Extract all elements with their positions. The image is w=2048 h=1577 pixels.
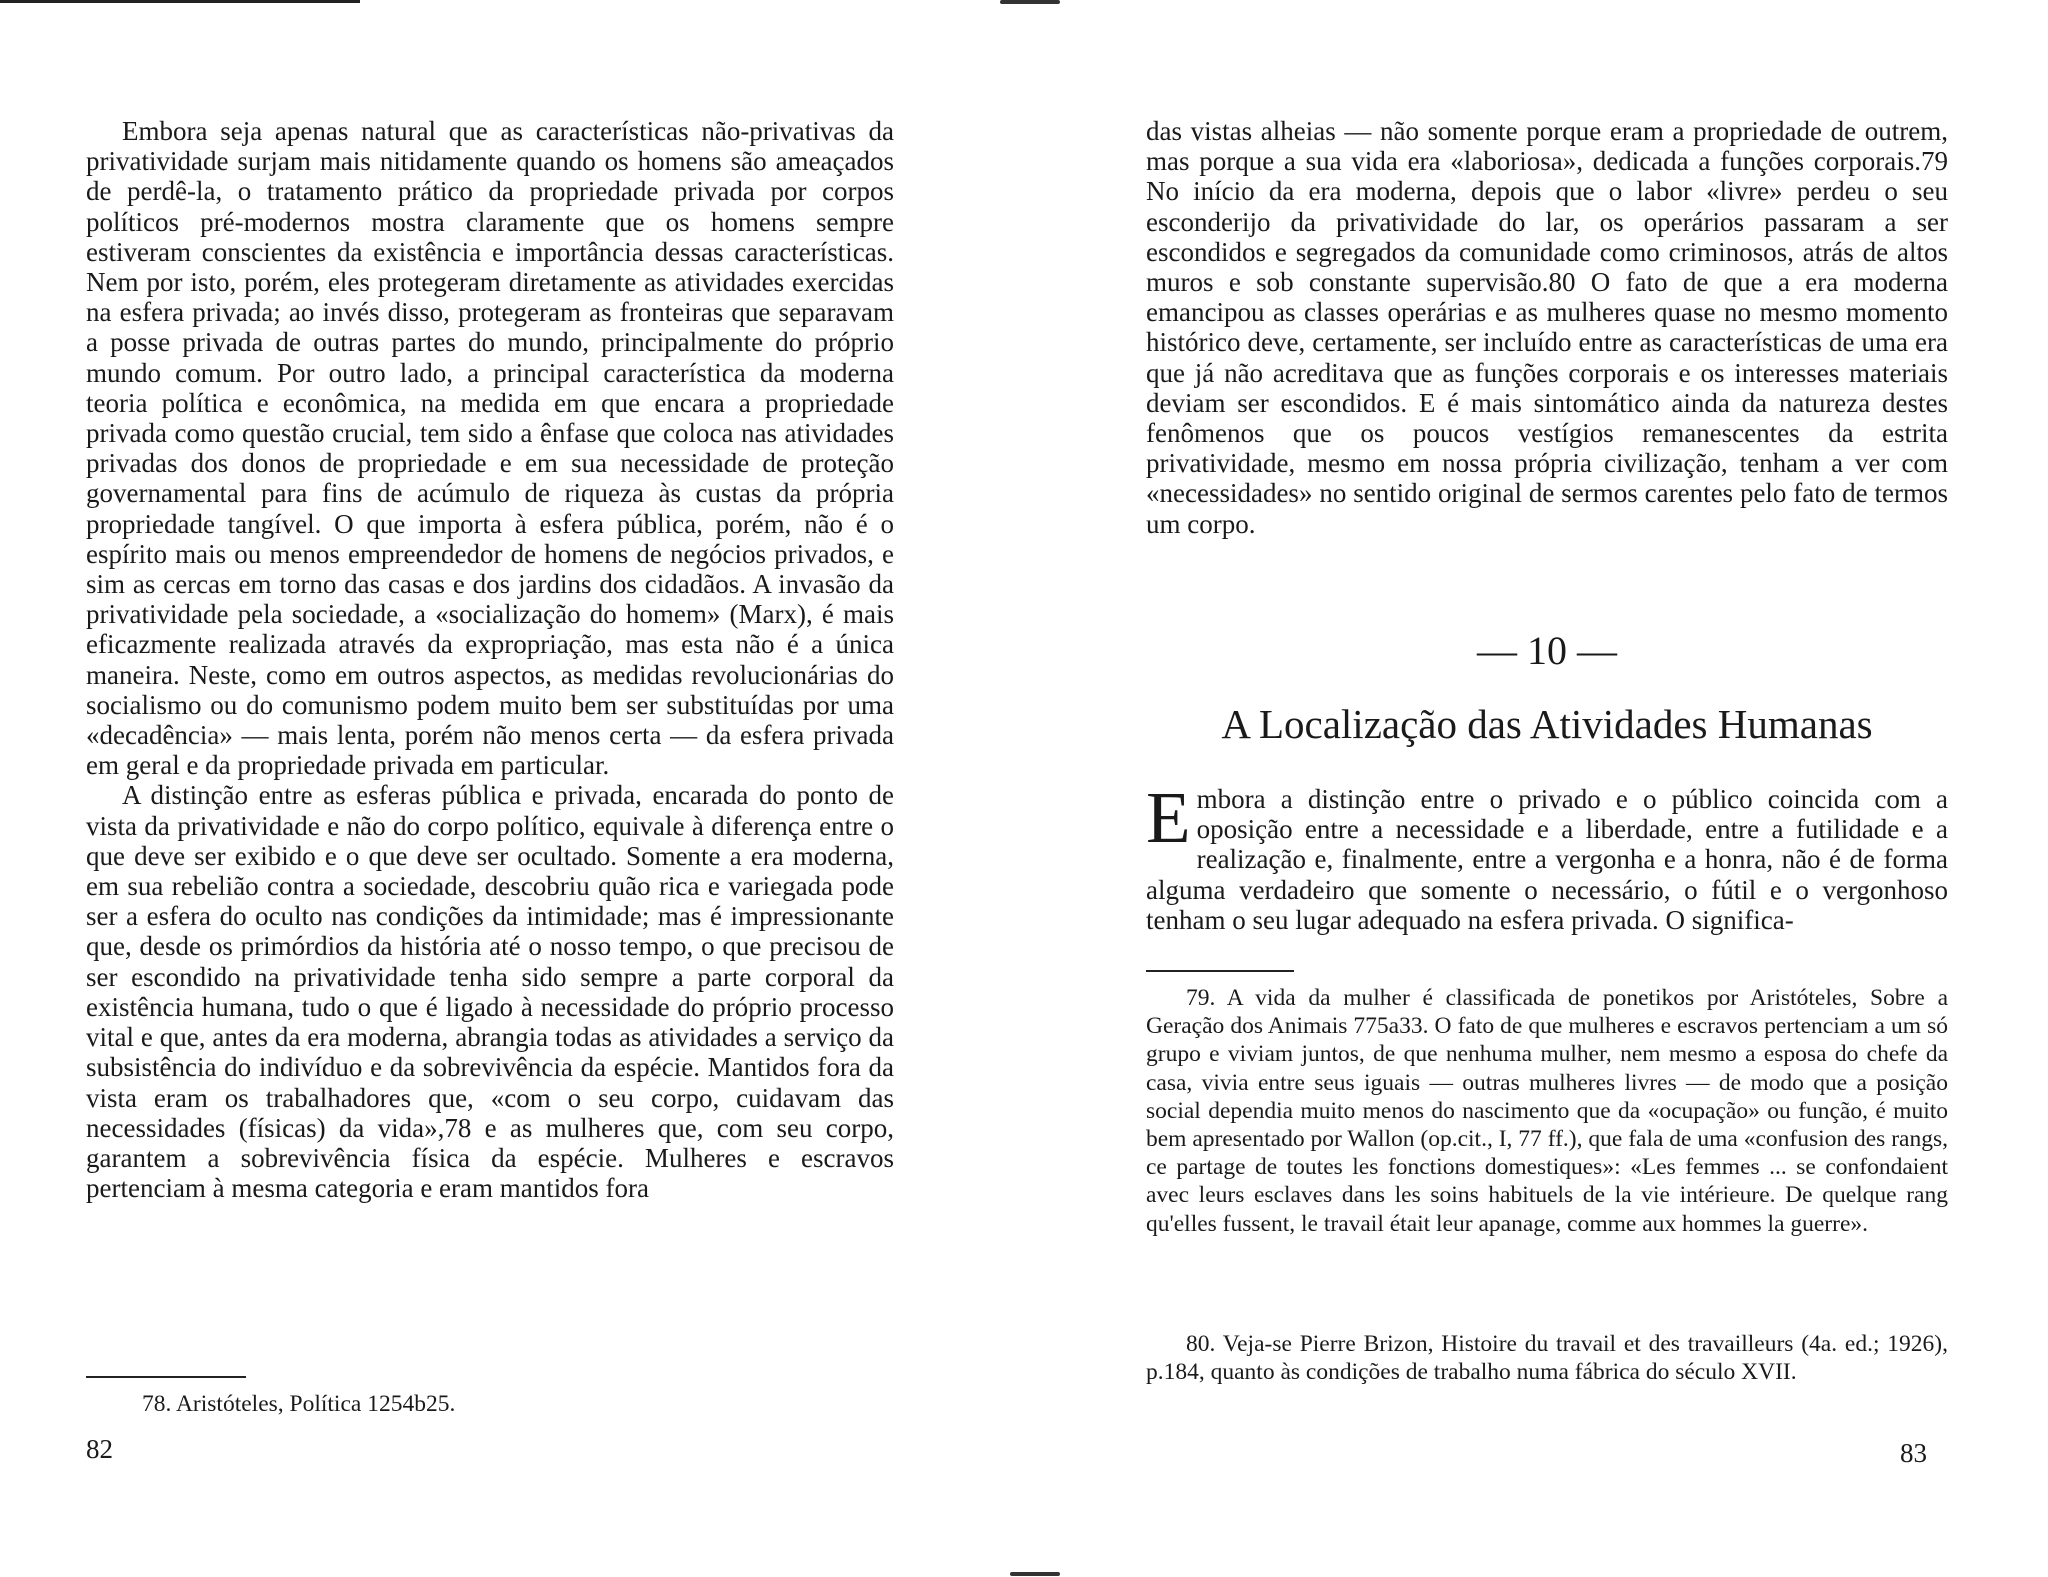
chapter-title: A Localização das Atividades Humanas [1221, 701, 1873, 747]
chapter-number: — 10 — [1477, 628, 1617, 673]
body-paragraph: A distinção entre as esferas pública e privada, encarada do ponto de vista da privatividade e não do corpo político, equivale à diferença entre o que deve ser exibido e o que deve ser ocultado. Somente a era moderna, em sua rebelião contra a sociedade, descobriu quão rica e variegada pode ser a esfera do oculto nas condições da intimidade; mas é impressionante que, desde os primórdios da história até o nosso tempo, o que precisou de ser escondido na privatividade tenha sido sempre a parte corporal da existência humana, tudo o que é ligado à necessidade do próprio processo vital e que, antes da era moderna, abrangia todas as atividades a serviço da subsistência do indivíduo e da sobrevivência da espécie. Mantidos fora da vista eram os trabalhadores que, «com o seu corpo, cuidavam das necessidades (físicas) da vida»,78 e as mulheres que, com seu corpo, garantem a sobrevivência física da espécie. Mulheres e escravos pertenciam à mesma categoria e eram mantidos fora [86, 780, 894, 1204]
section-text: mbora a distinção entre o privado e o público coincida com a oposição entre a necessidade e a liberdade, entre a futilidade e a realização e, finalmente, entre a vergonha e a honra, não é de forma alguma verdadeiro que somente o necessário, o fútil e o vergonhoso tenham o seu lugar adequado na esfera privada. O significa- [1146, 784, 1948, 935]
section-opening-paragraph [1146, 777, 1948, 935]
footnote-78: 78. Aristóteles, Política 1254b25. [142, 1391, 456, 1417]
binding-mark-bottom [1010, 1572, 1060, 1576]
right-page-body [1146, 116, 1948, 539]
body-paragraph: das vistas alheias — não somente porque eram a propriedade de outrem, mas porque a sua vida era «laboriosa», dedicada a funções corporais.79 No início da era moderna, depois que o labor «livre» perdeu o seu esconderijo da privatividade do lar, os operários passaram a ser escondidos e segregados da comunidade como criminosos, atrás de altos muros e sob constante supervisão.80 O fato de que a era moderna emancipou as classes operárias e as mulheres quase no mesmo momento histórico deve, certamente, ser incluído entre as características de uma era que já não acreditava que as funções corporais e os interesses materiais deviam ser escondidos. E é mais sintomático ainda da natureza destes fenômenos que os poucos vestígios remanescentes da estrita privatividade, mesmo em nossa própria civilização, tenham a ver com «necessidades» no sentido original de sermos carentes pelo fato de termos um corpo. [1146, 116, 1948, 539]
footnote-79: 79. A vida da mulher é classificada de ponetikos por Aristóteles, Sobre a Geração dos Animais 775a33. O fato de que mulheres e escravos pertenciam a um só grupo e viviam juntos, de que nenhuma mulher, nem mesmo a esposa do chefe da casa, vivia entre seus iguais — outras mulheres livres — de modo que a posição social dependia muito menos do nascimento que da «ocupação» ou função, é muito bem apresentado por Wallon (op.cit., I, 77 ff.), que fala de uma «confusion des rangs, ce partage de toutes les fonctions domestiques»: «Les femmes ... se confondaient avec leurs esclaves dans les soins habituels de la vie intérieure. De quelque rang qu'elles fussent, le travail était leur apanage, comme aux hommes la guerre». [1146, 985, 1948, 1237]
footnote-rule [86, 1376, 246, 1378]
drop-cap: E [1146, 777, 1191, 858]
page-number-left: 82 [86, 1434, 113, 1464]
footnote-rule [1146, 970, 1294, 972]
top-rule [0, 0, 360, 3]
body-paragraph: Embora seja apenas natural que as características não-privativas da privatividade surjam mais nitidamente quando os homens são ameaçados de perdê-la, o tratamento prático da propriedade privada por corpos políticos pré-modernos mostra claramente que os homens sempre estiveram conscientes da existência e importância dessas características. Nem por isto, porém, eles protegeram diretamente as atividades exercidas na esfera privada; ao invés disso, protegeram as fronteiras que separavam a posse privada de outras partes do mundo, principalmente do próprio mundo comum. Por outro lado, a principal característica da moderna teoria política e econômica, na medida em que encara a propriedade privada como questão crucial, tem sido a ênfase que coloca nas atividades privadas dos donos de propriedade e em sua necessidade de proteção governamental para fins de acúmulo de riqueza às custas da própria propriedade tangível. O que importa à esfera pública, porém, não é o espírito mais ou menos empreendedor de homens de negócios privados, e sim as cercas em torno das casas e dos jardins dos cidadãos. A invasão da privatividade pela sociedade, a «socialização do homem» (Marx), é mais eficazmente realizada através da expropriação, mas esta não é a única maneira. Neste, como em outros aspectos, as medidas revolucionárias do socialismo ou do comunismo podem muito bem ser substituídas por uma «decadência» — mais lenta, porém não menos certa — da esfera privada em geral e da propriedade privada em particular. [86, 116, 894, 781]
footnote-80: 80. Veja-se Pierre Brizon, Histoire du travail et des travailleurs (4a. ed.; 1926), p.184, quanto às condições de trabalho numa fábrica do século XVII. [1146, 1331, 1948, 1386]
binding-mark-top [1000, 0, 1060, 4]
page-number-right: 83 [1900, 1438, 1927, 1468]
left-page-body [86, 116, 894, 1203]
